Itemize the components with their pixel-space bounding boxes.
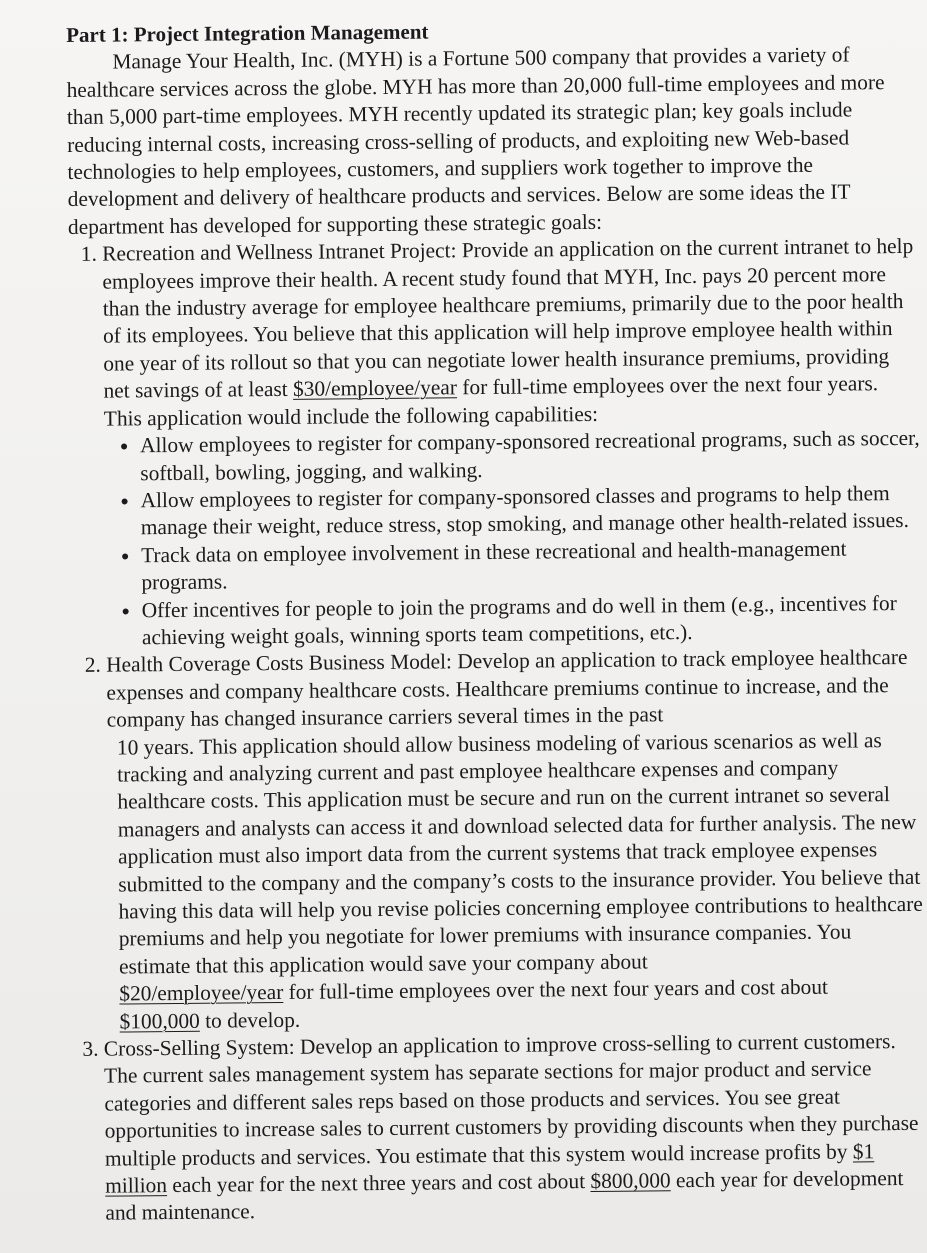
project-list <box>68 233 927 1228</box>
capabilities-list <box>104 425 922 652</box>
project-description: Cross-Selling System: Develop an application to improve cross-selling to current customers. The current sales management system has separate sections for major product and service categories and different sales reps based on those products and services. You see great opportunities to increase sales to current customers by providing discounts when they purchase multiple products and services. You estimate that this system would increase profits by <box>103 1029 919 1171</box>
list-item: • Track data on employee involvement in these recreational and health-management programs. <box>141 535 921 597</box>
savings-amount: $30/employee/year <box>292 375 458 402</box>
list-item: • Allow employees to register for company-sponsored classes and programs to help them manage their weight, reduce stress, stop smoking, and manage other health-related issues. <box>140 480 920 542</box>
cost-amount: $100,000 <box>119 1008 200 1034</box>
profit-context: each year for the next three years and cost about <box>166 1169 591 1198</box>
section-heading: Part 1: Project Integration Management <box>66 19 429 47</box>
project-description-cont: for full-time employees over the next four years. This application would include the following capabilities: <box>103 371 879 431</box>
profit-amount: $1 million <box>105 1138 875 1198</box>
list-item: • Allow employees to register for company-sponsored recreational programs, such as soccer, softball, bowling, jogging, and walking. <box>140 425 920 487</box>
savings-context: for full-time employees over the next four years and cost about <box>283 974 829 1005</box>
project-description: Health Coverage Costs Business Model: Develop an application to track employee healthcare expenses and company healthcare costs. Healthcare premiums continue to increase, and the company has changed insurance carriers several times in the past <box>106 645 908 732</box>
list-item: • Offer incentives for people to join the programs and do well in them (e.g., incentives for achieving weight goals, winning sports team competitions, etc.). <box>142 589 922 651</box>
cost-context: each year for development and maintenance. <box>105 1166 904 1226</box>
project-item-cross-selling <box>104 1028 927 1228</box>
savings-amount: $20/employee/year <box>119 980 284 1006</box>
project-description-body: 10 years. This application should allow business modeling of various scenarios as well as tracking and analyzing current and past employee healthcare expenses and company healthcare costs. This application must be secure and run on the current intranet so several managers and analysts can access it and download selected data for further analysis. The new application must also import data from the current systems that track employee expenses submitted to the company and the company’s costs to the insurance provider. You believe that having this data will help you revise policies concerning employee contributions to healthcare premiums and help you negotiate for lower premiums with insurance companies. You estimate that this application would save your company about <box>116 727 923 979</box>
intro-paragraph: Manage Your Health, Inc. (MYH) is a Fortune 500 company that provides a variety of healthcare services across the globe. MYH has more than 20,000 full-time employees and more than 5,000 part-time employees. MYH recently updated its strategic plan; key goals include reducing internal costs, increasing cross-selling of products, and exploiting new Web-based technologies to help employees, customers, and suppliers work together to improve the development and delivery of healthcare products and services. Below are some ideas the IT department has developed for supporting these strategic goals: <box>66 42 885 239</box>
document-body <box>66 14 927 1228</box>
project-item-health-coverage <box>106 644 926 1036</box>
cost-amount: $800,000 <box>590 1168 671 1194</box>
project-item-recreation-wellness <box>102 233 922 652</box>
project-description: Recreation and Wellness Intranet Project: Provide an application on the current intranet to help employees improve their health. A recent study found that MYH, Inc. pays 20 percent more than the industry average for employee healthcare premiums, primarily due to the poor health of its employees. You believe that this application will help improve employee health within one year of its rollout so that you can negotiate lower health insurance premiums, providing net savings of at least <box>102 234 914 403</box>
cost-context: to develop. <box>199 1007 301 1033</box>
project-description-cont <box>107 726 926 1035</box>
